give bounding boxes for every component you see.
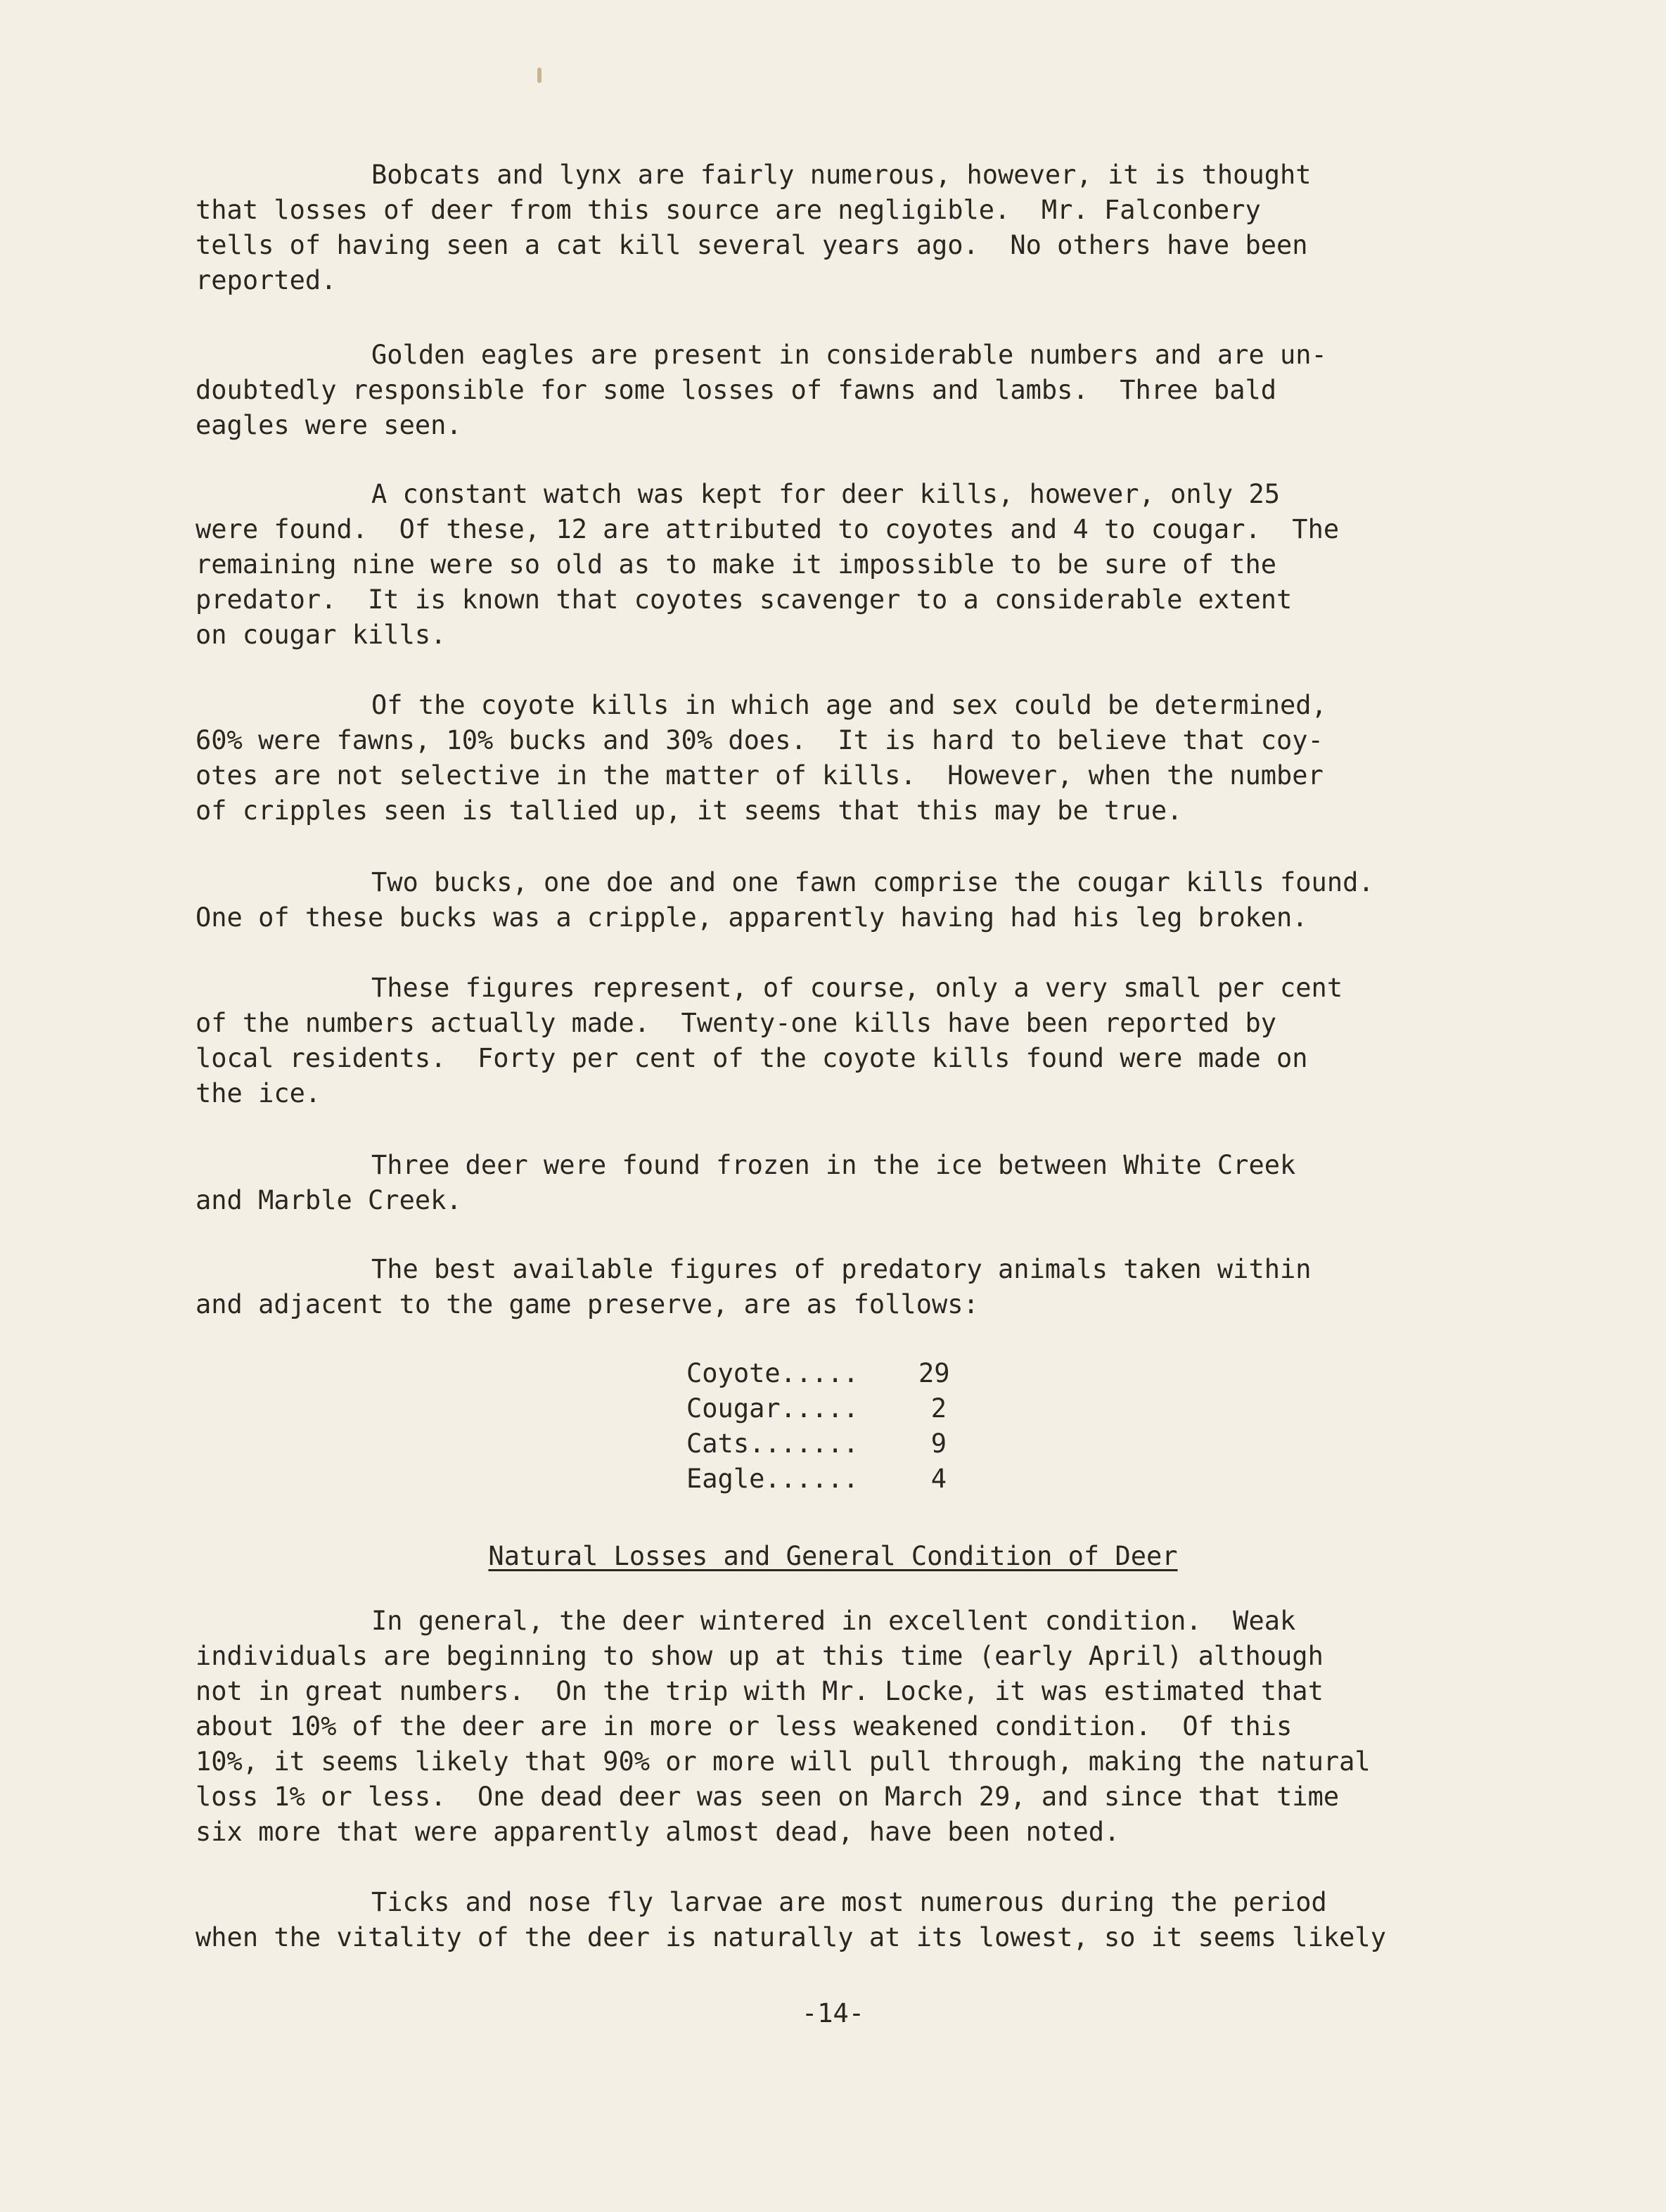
page-number: -14-: [801, 1998, 865, 2028]
paragraph-condition: [196, 1604, 1532, 1850]
text-line: loss 1% or less. One dead deer was seen on March 29, and since that time: [196, 1782, 1340, 1812]
paragraph-bobcats: [196, 158, 1532, 298]
text-line: remaining nine were so old as to make it impossible to be sure of the: [196, 549, 1277, 580]
text-line: six more that were apparently almost dead, have been noted.: [196, 1817, 1120, 1847]
text-line: local residents. Forty per cent of the coyote kills found were made on: [196, 1043, 1308, 1073]
tally-row: [686, 1462, 947, 1497]
tally-label: Cats.......: [686, 1428, 859, 1459]
text-line: were found. Of these, 12 are attributed to coyotes and 4 to cougar. The: [196, 514, 1340, 544]
text-line: that losses of deer from this source are negligible. Mr. Falconbery: [196, 195, 1261, 225]
text-line: otes are not selective in the matter of kills. However, when the number: [196, 760, 1324, 791]
text-line: about 10% of the deer are in more or less weakened condition. Of this: [196, 1711, 1293, 1741]
text-line: These figures represent, of course, only a very small per cent: [371, 973, 1343, 1003]
text-line: when the vitality of the deer is naturally at its lowest, so it seems likely: [196, 1922, 1386, 1952]
paragraph-cougar-kills: [196, 865, 1532, 935]
text-line: and Marble Creek.: [196, 1185, 462, 1215]
paragraph-deer-kills: [196, 477, 1532, 653]
tally-value: 29: [918, 1358, 950, 1388]
section-heading-text: Natural Losses and General Condition of Deer: [488, 1541, 1178, 1571]
tally-row: [686, 1356, 950, 1391]
text-line: In general, the deer wintered in excellent condition. Weak: [371, 1606, 1296, 1636]
paragraph-ticks: [196, 1885, 1532, 1955]
text-line: Of the coyote kills in which age and sex could be determined,: [371, 690, 1327, 720]
text-line: predator. It is known that coyotes scavenger to a considerable extent: [196, 584, 1293, 615]
text-line: individuals are beginning to show up at this time (early April) although: [196, 1641, 1324, 1671]
text-line: of the numbers actually made. Twenty-one kills have been reported by: [196, 1008, 1277, 1038]
text-line: Ticks and nose fly larvae are most numerous during the period: [371, 1887, 1327, 1917]
tally-label: Cougar.....: [686, 1393, 859, 1424]
text-line: The best available figures of predatory animals taken within: [371, 1254, 1312, 1284]
section-heading: [0, 1539, 1666, 1574]
tally-row: [686, 1391, 947, 1426]
text-line: the ice.: [196, 1078, 321, 1108]
text-line: A constant watch was kept for deer kills, however, only 25: [371, 479, 1281, 509]
text-line: of cripples seen is tallied up, it seems that this may be true.: [196, 795, 1183, 826]
tally-value: 2: [930, 1393, 947, 1424]
text-line: and adjacent to the game preserve, are as follows:: [196, 1289, 979, 1319]
tally-label: Eagle......: [686, 1464, 859, 1494]
paragraph-figures: [196, 971, 1532, 1111]
text-line: Golden eagles are present in considerable numbers and are un-: [371, 340, 1327, 370]
text-line: One of these bucks was a cripple, apparently having had his leg broken.: [196, 902, 1308, 933]
text-line: doubtedly responsible for some losses of fawns and lambs. Three bald: [196, 375, 1277, 405]
text-line: Bobcats and lynx are fairly numerous, however, it is thought: [371, 160, 1312, 190]
text-line: 60% were fawns, 10% bucks and 30% does. It is hard to believe that coy-: [196, 725, 1324, 755]
text-line: Two bucks, one doe and one fawn comprise the cougar kills found.: [371, 867, 1374, 897]
paragraph-frozen: [196, 1148, 1532, 1218]
tally-value: 4: [930, 1464, 947, 1494]
tally-row: [686, 1426, 947, 1462]
text-line: Three deer were found frozen in the ice between White Creek: [371, 1150, 1296, 1180]
text-line: tells of having seen a cat kill several years ago. No others have been: [196, 230, 1308, 260]
text-line: on cougar kills.: [196, 620, 447, 650]
text-line: eagles were seen.: [196, 410, 462, 440]
paragraph-coyote-kills: [196, 688, 1532, 829]
tally-label: Coyote.....: [686, 1358, 859, 1388]
paper-mark: [537, 68, 542, 83]
text-line: 10%, it seems likely that 90% or more will pull through, making the natural: [196, 1746, 1371, 1777]
paragraph-eagles: [196, 338, 1532, 443]
text-line: not in great numbers. On the trip with Mr. Locke, it was estimated that: [196, 1676, 1324, 1706]
tally-value: 9: [930, 1428, 947, 1459]
paragraph-predators-intro: [196, 1252, 1532, 1322]
text-line: reported.: [196, 265, 337, 295]
predator-tally: [686, 1356, 950, 1497]
